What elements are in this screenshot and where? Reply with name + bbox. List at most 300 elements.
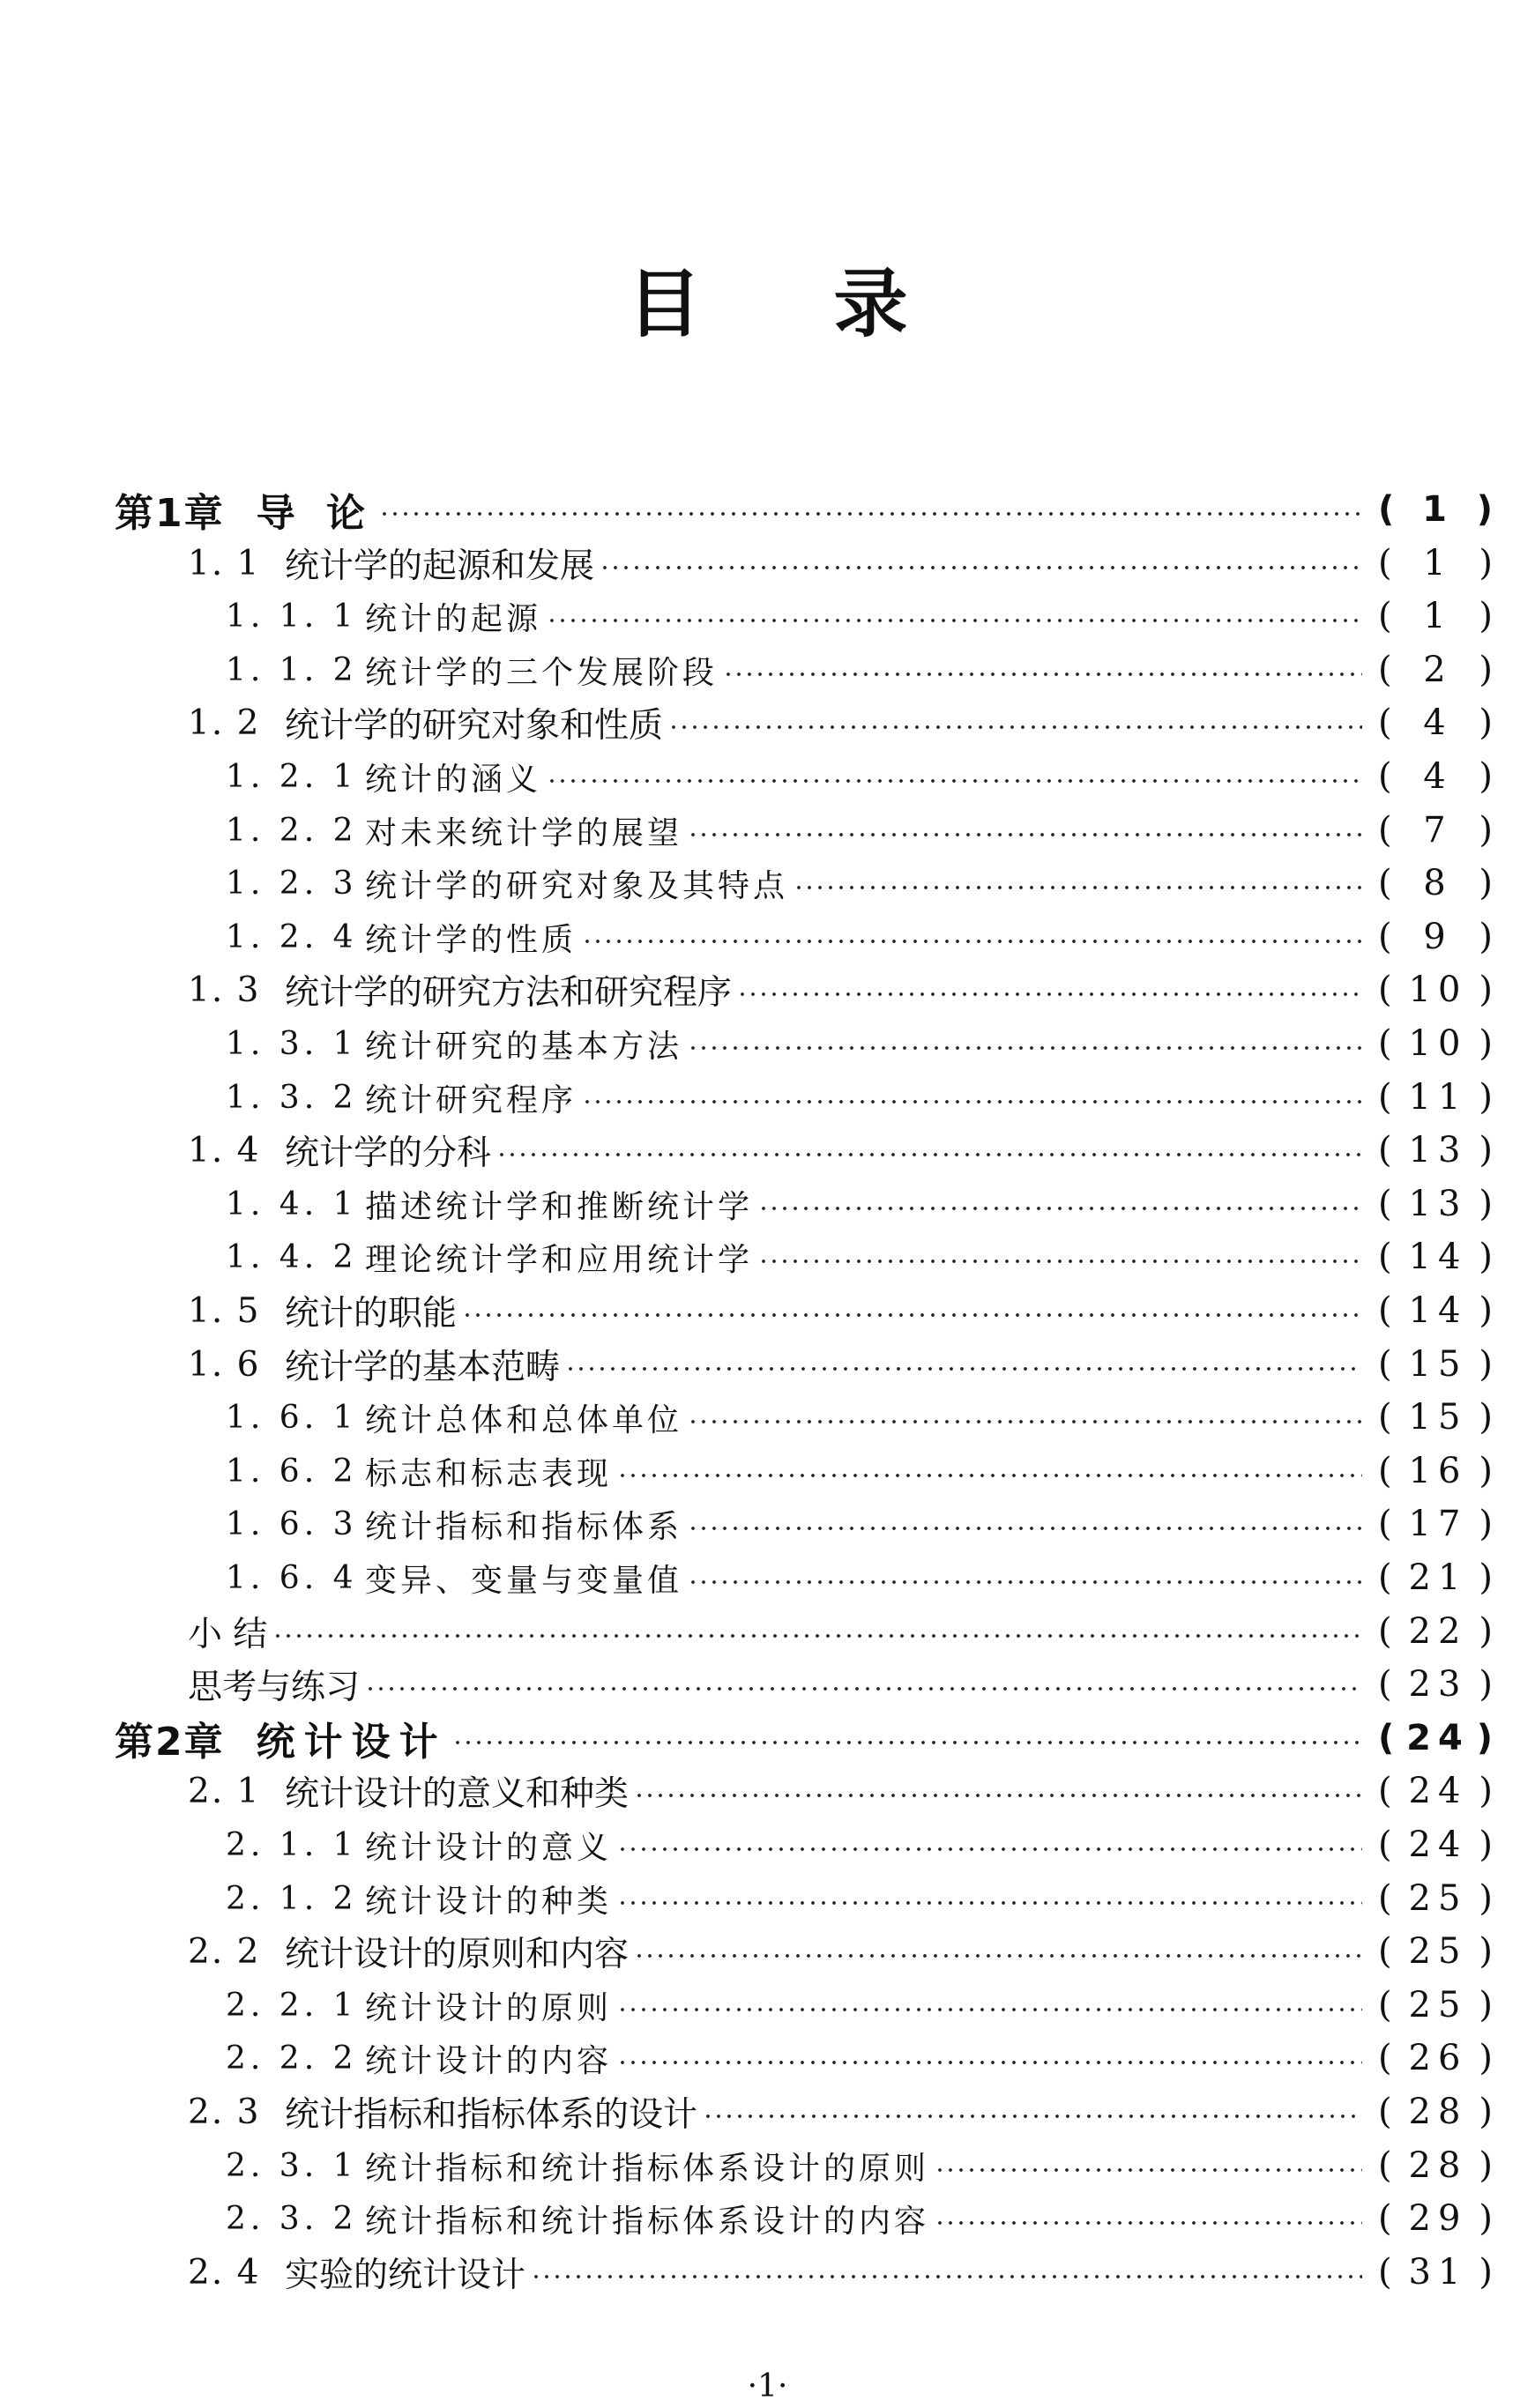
dot-leader [379,511,1362,517]
toc-page-ref [1378,2092,1498,2132]
paren-close: ) [1479,2198,1498,2239]
toc-entry-title: 理论统计学和应用统计学 [365,1241,754,1278]
toc-entry-number: 1. 2. 2 [226,812,358,849]
toc-entry-label [226,648,718,693]
toc-entry-label [188,1126,491,1175]
toc-page-number: 21 [1408,1557,1468,1598]
paren-open: ( [1378,596,1397,636]
toc-subsection-row[interactable] [0,1017,1535,1070]
toc-entry-title: 统计研究程序 [365,1081,577,1119]
toc-section-row[interactable] [0,537,1535,590]
toc-entry-title: 统计学的分科 [285,1133,492,1173]
paren-open: ( [1378,970,1397,1010]
toc-section-row[interactable] [0,1765,1535,1817]
dot-leader [272,1633,1362,1639]
dot-leader [531,2274,1362,2279]
toc-entry-label [226,2196,929,2241]
dot-leader [935,2220,1362,2226]
toc-page-number: 7 [1423,810,1453,851]
toc-page-ref [1378,1451,1498,1491]
paren-close: ) [1479,2145,1498,2186]
paren-close: ) [1479,1130,1498,1171]
toc-entry-title: 统计学的三个发展阶段 [365,654,719,691]
toc-entry-number: 1. 4. 2 [226,1238,358,1275]
toc-entry-number: 2. 2 [188,1931,261,1972]
paren-close: ) [1479,596,1498,636]
dot-leader [582,939,1362,944]
paren-open: ( [1378,1771,1397,1811]
toc-page-number: 22 [1408,1611,1468,1652]
toc-page-ref [1378,1023,1498,1064]
toc-entry-number: 1. 6 [188,1344,261,1385]
toc-section-row[interactable] [0,963,1535,1016]
toc-subsection-row[interactable] [0,2139,1535,2192]
toc-page-number: 9 [1423,917,1453,957]
dot-leader [723,672,1362,677]
toc-subsection-row[interactable] [0,590,1535,643]
dot-leader [758,1206,1362,1211]
toc-entry-number: 1. 1 [188,543,261,583]
toc-page-ref [1378,650,1498,690]
toc-page-number: 23 [1408,1664,1468,1705]
toc-page-number: 14 [1408,1237,1468,1277]
toc-page-number: 28 [1408,2145,1468,2186]
paren-close: ) [1479,917,1498,957]
toc-page-ref [1378,810,1498,851]
toc-section-row[interactable] [0,1124,1535,1177]
toc-entry-title: 统计设计的意义和种类 [285,1774,630,1814]
dot-leader [758,1259,1362,1264]
toc-entry-number: 1. 3. 1 [226,1025,358,1062]
toc-entry-number: 1. 3. 2 [226,1079,358,1116]
toc-entry-number: 1. 1. 2 [226,651,358,688]
dot-leader [547,618,1362,623]
dot-leader [688,832,1362,837]
toc-page-number: 24 [1408,1771,1468,1811]
toc-page-ref [1378,596,1498,636]
toc-entry-number: 1. 2 [188,702,261,743]
toc-subsection-row[interactable] [0,1230,1535,1283]
toc-entry-number: 1. 2. 3 [226,865,358,902]
paren-close: ) [1479,1184,1498,1224]
toc-entry-label [115,481,374,538]
toc-entry-title: 标志和标志表现 [365,1455,613,1492]
toc-entry-label [226,915,577,960]
toc-entry-label [188,1340,560,1389]
toc-entry-title: 统计指标和指标体系 [365,1508,683,1545]
paren-open: ( [1378,1130,1397,1171]
toc-subsection-row[interactable] [0,857,1535,910]
toc-entry-title: 统计指标和指标体系的设计 [285,2095,698,2135]
toc-subsection-row[interactable] [0,1445,1535,1498]
toc-entry-number: 第1章 [115,491,225,536]
toc-entry-label [226,1556,682,1601]
toc-entry-title: 小 结 [188,1615,268,1654]
paren-close: ) [1479,1504,1498,1544]
toc-entry-number: 1. 6. 1 [226,1399,358,1436]
toc-entry-title: 统计指标和统计指标体系设计的原则 [365,2150,930,2187]
dot-leader [634,1953,1362,1958]
toc-entry-number: 2. 2. 2 [226,2040,358,2077]
paren-close: ) [1479,1611,1498,1652]
toc-entry-title: 描述统计学和推断统计学 [365,1188,754,1225]
paren-open: ( [1378,2198,1397,2239]
paren-open: ( [1378,1664,1397,1705]
toc-page-ref [1378,1184,1498,1224]
toc-subsection-row[interactable] [0,1178,1535,1230]
paren-open: ( [1378,1718,1400,1758]
paren-close: ) [1479,2092,1498,2132]
dot-leader [462,1312,1362,1318]
paren-open: ( [1378,863,1397,903]
toc-page-number: 24 [1406,1718,1470,1758]
page-title-char: 目 [627,261,702,347]
toc-page-number: 13 [1408,1184,1468,1224]
toc-entry-label [226,861,788,906]
paren-open: ( [1378,2092,1397,2132]
toc-section-row[interactable] [0,2085,1535,2138]
toc-page-number: 8 [1423,863,1453,903]
toc-entry-number: 1. 3 [188,970,261,1010]
toc-subsection-row[interactable] [0,910,1535,963]
toc-page-ref [1378,1130,1498,1171]
toc-entry-number: 1. 6. 4 [226,1559,358,1596]
toc-entry-label [226,1395,682,1440]
toc-section-row[interactable] [0,1338,1535,1391]
toc-entry-label [226,1823,612,1868]
paren-close: ) [1479,1023,1498,1064]
toc-entry-title: 统计学的性质 [365,921,577,958]
toc-page-number: 2 [1423,650,1453,690]
toc-entry-label [226,1182,753,1227]
toc-page-ref [1378,917,1498,957]
paren-open: ( [1378,1237,1397,1277]
paren-close: ) [1479,543,1498,583]
paren-open: ( [1378,1023,1397,1064]
toc-entry-number: 1. 2. 1 [226,758,358,795]
dot-leader [737,992,1362,997]
toc-section-row[interactable] [0,1925,1535,1978]
toc-page-number: 11 [1408,1077,1468,1118]
paren-close: ) [1479,1237,1498,1277]
paren-open: ( [1378,2252,1397,2293]
paren-close: ) [1479,650,1498,690]
paren-open: ( [1378,1077,1397,1118]
paren-close: ) [1479,1451,1498,1491]
toc-page-ref [1378,1344,1498,1385]
toc-page-ref [1378,2038,1498,2078]
toc-entry-title: 统计设计 [256,1720,447,1765]
toc-page-ref [1378,1504,1498,1544]
toc-entry-title: 统计设计的种类 [365,1883,613,1920]
toc-entry-title: 统计设计的意义 [365,1829,613,1866]
toc-section-row[interactable] [0,696,1535,749]
toc-page-ref [1378,2252,1498,2293]
paren-open: ( [1378,1878,1397,1919]
dot-leader [565,1366,1362,1371]
toc-entry-number: 1. 1. 1 [226,598,358,635]
toc-entry-title: 统计总体和总体单位 [365,1401,683,1438]
toc-entry-label [226,2036,612,2081]
toc-entry-label [188,1286,457,1335]
toc-section-row[interactable] [0,1284,1535,1337]
paren-open: ( [1378,1504,1397,1544]
dot-leader [365,1686,1362,1691]
toc-entry-title: 导 论 [256,491,374,536]
toc-section-row[interactable] [0,1605,1535,1658]
toc-entry-title: 统计设计的原则和内容 [285,1935,630,1974]
toc-page-number: 14 [1408,1290,1468,1331]
paren-close: ) [1479,1931,1498,1972]
toc-entry-label [188,2087,697,2137]
dot-leader [496,1152,1362,1157]
toc-entry-label [188,539,594,588]
paren-open: ( [1378,917,1397,957]
paren-open: ( [1378,543,1397,583]
toc-entry-title: 统计的起源 [365,600,542,637]
toc-page-ref [1378,1611,1498,1652]
toc-page-number: 10 [1408,970,1468,1010]
toc-page-ref [1378,1985,1498,2025]
dot-leader [617,2007,1362,2012]
toc-page-number: 16 [1408,1451,1468,1491]
toc-entry-label [188,1766,629,1816]
paren-close: ) [1479,1077,1498,1118]
toc-entry-title: 统计设计的内容 [365,2042,613,2079]
paren-open: ( [1378,1611,1397,1652]
toc-page-ref [1378,756,1498,797]
toc-entry-title: 统计学的基本范畴 [285,1348,561,1387]
toc-entry-title: 实验的统计设计 [285,2256,526,2295]
dot-leader [794,885,1362,890]
paren-close: ) [1479,2038,1498,2078]
toc-entry-label [226,1022,682,1067]
toc-entry-title: 统计指标和统计指标体系设计的内容 [365,2203,930,2240]
dot-leader [688,1419,1362,1424]
dot-leader [617,2060,1362,2065]
paren-close: ) [1479,702,1498,743]
toc-subsection-row[interactable] [0,1872,1535,1925]
paren-open: ( [1378,1825,1397,1865]
toc-page-number: 4 [1423,756,1453,797]
toc-page-number: 26 [1408,2038,1468,2078]
toc-page-ref [1378,543,1498,583]
toc-entry-title: 统计的涵义 [365,761,542,798]
paren-open: ( [1378,810,1397,851]
toc-entry-number: 1. 4. 1 [226,1185,358,1223]
paren-open: ( [1378,1397,1397,1438]
paren-open: ( [1378,1184,1397,1224]
paren-open: ( [1378,1344,1397,1385]
toc-page-number: 4 [1423,702,1453,743]
paren-close: ) [1476,1718,1498,1758]
paren-open: ( [1378,702,1397,743]
paren-close: ) [1479,1664,1498,1705]
toc-entry-title: 统计学的研究对象及其特点 [365,867,789,904]
toc-page-number: 10 [1408,1023,1468,1064]
toc-page-ref [1378,1077,1498,1118]
toc-page-ref [1378,970,1498,1010]
toc-page-number: 28 [1408,2092,1468,2132]
toc-entry-number: 2. 1. 2 [226,1880,358,1917]
toc-subsection-row[interactable] [0,750,1535,803]
dot-leader [688,1045,1362,1051]
toc-entry-title: 统计研究的基本方法 [365,1028,683,1065]
paren-open: ( [1378,650,1397,690]
paren-open: ( [1378,1985,1397,2025]
paren-close: ) [1479,1344,1498,1385]
toc-entry-number: 2. 1 [188,1771,261,1811]
toc-page-number: 1 [1422,489,1454,530]
toc-subsection-row[interactable] [0,1498,1535,1550]
dot-leader [582,1099,1362,1104]
toc-page-ref [1378,1825,1498,1865]
dot-leader [617,1473,1362,1478]
toc-entry-label [226,1075,577,1120]
toc-page-number: 25 [1408,1985,1468,2025]
paren-open: ( [1378,1557,1397,1598]
toc-entry-number: 1. 5 [188,1290,261,1331]
toc-subsection-row[interactable] [0,1818,1535,1871]
toc-entry-number: 第2章 [115,1720,225,1765]
toc-entry-title: 统计学的研究对象和性质 [285,706,664,746]
toc-subsection-row[interactable] [0,1391,1535,1444]
toc-entry-number: 1. 2. 4 [226,918,358,955]
toc-page-ref [1378,1557,1498,1598]
toc-entry-title: 变异、变量与变量值 [365,1562,683,1599]
paren-close: ) [1476,489,1498,530]
toc-entry-number: 2. 3. 2 [226,2200,358,2237]
toc-page-number: 1 [1423,596,1453,636]
toc-page-ref [1378,1878,1498,1919]
paren-close: ) [1479,1878,1498,1919]
paren-close: ) [1479,1771,1498,1811]
toc-page-number: 13 [1408,1130,1468,1171]
toc-page-number: 31 [1408,2252,1468,2293]
toc-entry-label [115,1710,447,1766]
toc-subsection-row[interactable] [0,1979,1535,2032]
toc-entry-title: 思考与练习 [188,1668,361,1707]
dot-leader [634,1793,1362,1798]
toc-entry-title: 统计学的起源和发展 [285,546,595,586]
toc-entry-label [226,1983,612,2028]
paren-open: ( [1378,489,1400,530]
toc-page-number: 17 [1408,1504,1468,1544]
toc-entry-label [188,1660,360,1709]
toc-page-ref [1378,1290,1498,1331]
toc-page-ref [1378,2198,1498,2239]
toc-entry-label [226,1449,612,1494]
toc-subsection-row[interactable] [0,643,1535,696]
toc-page-ref [1378,702,1498,743]
toc-entry-label [188,698,663,747]
toc-entry-number: 2. 3 [188,2092,261,2132]
toc-chapter-row[interactable] [0,483,1535,536]
toc-entry-number: 2. 3. 1 [226,2147,358,2184]
toc-entry-label [226,1235,753,1280]
toc-entry-label [226,1502,682,1547]
toc-page-number: 15 [1408,1344,1468,1385]
toc-page-ref [1378,1771,1498,1811]
toc-subsection-row[interactable] [0,2192,1535,2245]
dot-leader [688,1526,1362,1531]
paren-close: ) [1479,756,1498,797]
dot-leader [688,1579,1362,1585]
paren-close: ) [1479,2252,1498,2293]
toc-subsection-row[interactable] [0,2032,1535,2085]
toc-entry-number: 2. 1. 1 [226,1826,358,1863]
toc-entry-label [188,965,732,1014]
toc-page-ref [1378,863,1498,903]
toc-page-ref [1378,1664,1498,1705]
paren-close: ) [1479,1557,1498,1598]
toc-chapter-row[interactable] [0,1712,1535,1765]
toc-subsection-row[interactable] [0,1551,1535,1604]
toc-entry-label [226,2144,929,2189]
dot-leader [703,2114,1362,2119]
paren-open: ( [1378,1931,1397,1972]
toc-entry-label [226,808,682,853]
toc-entry-title: 统计的职能 [285,1294,458,1334]
page-title-char: 录 [833,261,908,347]
paren-open: ( [1378,1451,1397,1491]
toc-page-number: 29 [1408,2198,1468,2239]
toc-entry-label [226,754,541,799]
toc-subsection-row[interactable] [0,1071,1535,1124]
paren-open: ( [1378,756,1397,797]
toc-entry-number: 1. 6. 2 [226,1453,358,1490]
paren-open: ( [1378,2038,1397,2078]
toc-page-number: 25 [1408,1878,1468,1919]
paren-close: ) [1479,1397,1498,1438]
dot-leader [668,725,1362,730]
toc-entry-title: 统计设计的原则 [365,1989,613,2026]
toc-page-ref [1378,1931,1498,1972]
toc-page-number: 15 [1408,1397,1468,1438]
dot-leader [547,778,1362,784]
toc-page-ref [1378,2145,1498,2186]
toc-entry-title: 统计学的研究方法和研究程序 [285,973,733,1013]
dot-leader [452,1740,1362,1745]
toc-entry-label [226,1877,612,1921]
toc-section-row[interactable] [0,2246,1535,2299]
toc-subsection-row[interactable] [0,804,1535,857]
dot-leader [935,2167,1362,2173]
toc-page-ref [1378,1397,1498,1438]
toc-page-ref [1378,1718,1498,1758]
paren-close: ) [1479,1825,1498,1865]
paren-close: ) [1479,970,1498,1010]
toc-entry-title: 对未来统计学的展望 [365,814,683,851]
paren-close: ) [1479,1290,1498,1331]
paren-close: ) [1479,863,1498,903]
paren-open: ( [1378,1290,1397,1331]
toc-section-row[interactable] [0,1658,1535,1711]
toc-entry-number: 2. 2. 1 [226,1987,358,2024]
dot-leader [617,1847,1362,1852]
toc-page-ref [1378,489,1498,530]
toc-entry-label [188,1927,629,1976]
toc-entry-label [226,594,541,639]
toc-page-ref [1378,1237,1498,1277]
dot-leader [600,565,1362,570]
page-number-footer: ·1· [747,2368,788,2404]
paren-close: ) [1479,810,1498,851]
toc-entry-number: 2. 4 [188,2252,261,2293]
toc-entry-number: 1. 4 [188,1130,261,1171]
toc-entry-number: 1. 6. 3 [226,1505,358,1542]
toc-page-number: 24 [1408,1825,1468,1865]
